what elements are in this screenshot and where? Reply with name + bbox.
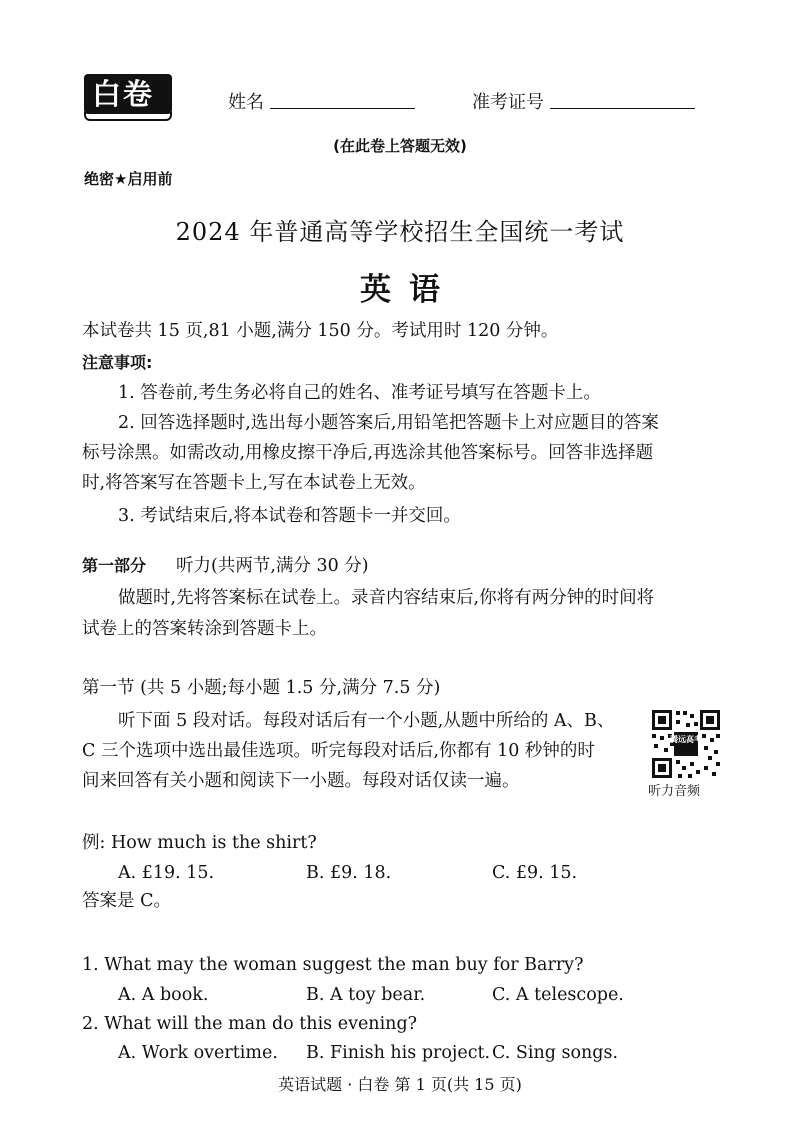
secret-mark: 绝密★启用前 [84, 170, 173, 188]
example-option-c: C. £9. 15. [492, 863, 578, 883]
exam-id-field[interactable] [550, 108, 695, 109]
exam-id-label: 准考证号 [472, 92, 544, 113]
qr-logo-text: 腾远高考 [670, 735, 702, 744]
question-1-option-a: A. A book. [118, 985, 209, 1005]
note-item-1: 1. 答卷前,考生务必将自己的姓名、准考证号填写在答题卡上。 [118, 383, 601, 403]
section1-heading: 第一节 (共 5 小题;每小题 1.5 分,满分 7.5 分) [82, 678, 441, 698]
invalid-notice: (在此卷上答题无效) [333, 137, 467, 155]
book-icon [84, 112, 172, 121]
question-2-option-a: A. Work overtime. [118, 1043, 278, 1063]
question-2-option-c: C. Sing songs. [492, 1043, 619, 1063]
exam-title: 2024 年普通高等学校招生全国统一考试 [175, 218, 625, 246]
page-footer: 英语试题 · 白卷 第 1 页(共 15 页) [278, 1075, 522, 1094]
name-field[interactable] [270, 108, 415, 109]
question-1-stem: 1. What may the woman suggest the man buy for Barry? [82, 955, 584, 975]
section1-desc-line-3: 间来回答有关小题和阅读下一小题。每段对话仅读一遍。 [82, 771, 520, 791]
note-item-2-line-1: 2. 回答选择题时,选出每小题答案后,用铅笔把答题卡上对应题目的答案 [118, 413, 659, 433]
qr-code-icon[interactable] [650, 708, 722, 780]
question-2-option-b: B. Finish his project. [306, 1043, 491, 1063]
name-label: 姓名 [228, 92, 264, 113]
part1-desc-line-1: 做题时,先将答案标在试卷上。录音内容结束后,你将有两分钟的时间将 [118, 588, 655, 608]
intro-text: 本试卷共 15 页,81 小题,满分 150 分。考试用时 120 分钟。 [82, 321, 559, 341]
badge-text: 白卷 [92, 77, 155, 111]
qr-caption: 听力音频 [648, 784, 701, 799]
example-question: 例: How much is the shirt? [82, 833, 317, 853]
part1-heading: 第一部分 [82, 556, 147, 575]
notes-heading: 注意事项: [82, 353, 153, 372]
note-item-2-line-2: 标号涂黑。如需改动,用橡皮擦干净后,再选涂其他答案标号。回答非选择题 [82, 443, 654, 463]
example-option-b: B. £9. 18. [306, 863, 392, 883]
subject-title: 英语 [360, 272, 458, 308]
question-1-option-c: C. A telescope. [492, 985, 624, 1005]
note-item-2-line-3: 时,将答案写在答题卡上,写在本试卷上无效。 [82, 473, 426, 493]
note-item-3: 3. 考试结束后,将本试卷和答题卡一并交回。 [118, 506, 461, 526]
section1-desc-line-2: C 三个选项中选出最佳选项。听完每段对话后,你都有 10 秒钟的时 [82, 741, 595, 761]
part1-desc-line-2: 试卷上的答案转涂到答题卡上。 [82, 619, 327, 639]
section1-desc-line-1: 听下面 5 段对话。每段对话后有一个小题,从题中所给的 A、B、 [118, 711, 615, 731]
question-2-stem: 2. What will the man do this evening? [82, 1014, 418, 1034]
question-1-option-b: B. A toy bear. [306, 985, 426, 1005]
example-option-a: A. £19. 15. [118, 863, 215, 883]
part1-heading-detail: 听力(共两节,满分 30 分) [176, 556, 369, 576]
example-answer: 答案是 C。 [82, 891, 171, 911]
paper-badge [84, 74, 176, 122]
